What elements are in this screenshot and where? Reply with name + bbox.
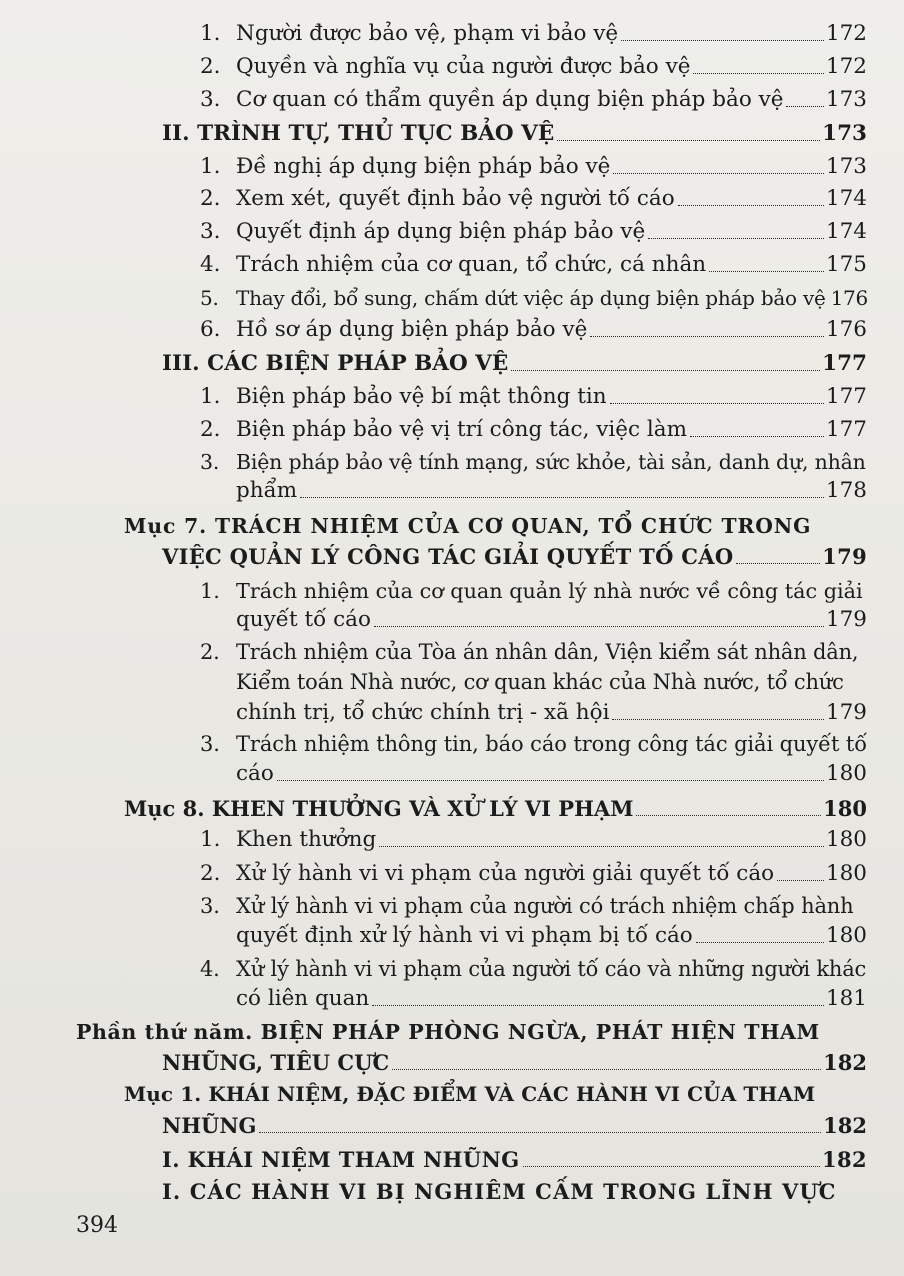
leader-dots	[610, 403, 824, 404]
toc-entry: 3. Trách nhiệm thông tin, báo cáo trong công tác giải quyết tố	[200, 732, 868, 756]
page-number: 180	[825, 861, 867, 886]
toc-heading: II. TRÌNH TỰ, THỦ TỤC BẢO VỆ 173	[162, 121, 867, 146]
toc-entry: 1. Khen thưởng 180	[200, 827, 867, 852]
leader-dots	[379, 846, 824, 847]
page-number: 173	[825, 87, 867, 112]
toc-entry: 2. Biện pháp bảo vệ vị trí công tác, việc làm 177	[200, 417, 867, 442]
leader-dots	[709, 271, 824, 272]
page-number: 180	[823, 796, 867, 821]
toc-entry: 3. Biện pháp bảo vệ tính mạng, sức khỏe, tài sản, danh dự, nhân	[200, 450, 866, 474]
page-number: 176	[830, 286, 869, 310]
leader-dots	[693, 73, 824, 74]
toc-entry-continuation: có liên quan 181	[236, 986, 867, 1011]
leader-dots	[277, 780, 824, 781]
leader-dots	[786, 106, 823, 107]
page-number: 180	[825, 923, 867, 948]
toc-entry: 1. Trách nhiệm của cơ quan quản lý nhà nước về công tác giải	[200, 579, 863, 603]
toc-entry: 1. Đề nghị áp dụng biện pháp bảo vệ 173	[200, 154, 867, 179]
toc-entry: 1. Biện pháp bảo vệ bí mật thông tin 177	[200, 384, 867, 409]
toc-entry: 1. Người được bảo vệ, phạm vi bảo vệ 172	[200, 21, 867, 46]
toc-part-heading-continuation: NHŨNG, TIÊU CỰC 182	[162, 1050, 867, 1075]
leader-dots	[372, 1005, 824, 1006]
toc-entry: 2. Quyền và nghĩa vụ của người được bảo vệ 172	[200, 54, 867, 79]
page-number: 178	[825, 478, 867, 503]
toc-entry: 3. Xử lý hành vi vi phạm của người có trách nhiệm chấp hành	[200, 894, 854, 918]
page-number: 179	[822, 544, 867, 569]
toc-entry-continuation: quyết định xử lý hành vi vi phạm bị tố cáo 180	[236, 923, 867, 948]
toc-entry-continuation: chính trị, tổ chức chính trị - xã hội 179	[236, 700, 867, 725]
leader-dots	[392, 1069, 821, 1070]
toc-heading: Mục 8. KHEN THƯỞNG VÀ XỬ LÝ VI PHẠM 180	[124, 796, 867, 821]
toc-entry-continuation: Kiểm toán Nhà nước, cơ quan khác của Nhà nước, tổ chức	[236, 670, 844, 694]
page-number: 177	[825, 417, 867, 442]
toc-entry: 5. Thay đổi, bổ sung, chấm dứt việc áp dụng biện pháp bảo vệ 176	[200, 286, 869, 310]
toc-entry: 2. Xem xét, quyết định bảo vệ người tố cáo 174	[200, 186, 867, 211]
leader-dots	[690, 436, 824, 437]
page-number: 173	[825, 154, 867, 179]
page-number: 175	[825, 252, 867, 277]
leader-dots	[374, 626, 824, 627]
toc-heading-continuation: NHŨNG 182	[162, 1113, 867, 1138]
toc-heading: I. CÁC HÀNH VI BỊ NGHIÊM CẤM TRONG LĨNH VỰC	[162, 1179, 837, 1204]
leader-dots	[300, 497, 824, 498]
page-number: 177	[825, 384, 867, 409]
page-number: 182	[821, 1147, 867, 1172]
leader-dots	[621, 40, 824, 41]
leader-dots	[612, 719, 823, 720]
leader-dots	[259, 1132, 821, 1133]
page-number: 176	[825, 317, 867, 342]
toc-heading: Mục 7. TRÁCH NHIỆM CỦA CƠ QUAN, TỔ CHỨC TRONG	[124, 514, 812, 538]
leader-dots	[590, 336, 824, 337]
leader-dots	[648, 238, 824, 239]
leader-dots	[523, 1166, 820, 1167]
page-number: 182	[823, 1050, 867, 1075]
toc-part-heading: Phần thứ năm. BIỆN PHÁP PHÒNG NGỪA, PHÁT HIỆN THAM	[76, 1020, 820, 1044]
page-number: 179	[825, 607, 867, 632]
toc-entry: 6. Hồ sơ áp dụng biện pháp bảo vệ 176	[200, 317, 867, 342]
toc-heading: III. CÁC BIỆN PHÁP BẢO VỆ 177	[162, 351, 867, 376]
page-number: 182	[823, 1113, 867, 1138]
toc-entry-continuation: quyết tố cáo 179	[236, 607, 867, 632]
toc-heading-continuation: VIỆC QUẢN LÝ CÔNG TÁC GIẢI QUYẾT TỐ CÁO 179	[162, 544, 867, 569]
page-folio: 394	[76, 1213, 118, 1238]
toc-entry: 3. Quyết định áp dụng biện pháp bảo vệ 174	[200, 219, 867, 244]
page-number: 172	[825, 54, 867, 79]
toc-entry: 4. Trách nhiệm của cơ quan, tổ chức, cá nhân 175	[200, 252, 867, 277]
leader-dots	[777, 880, 824, 881]
leader-dots	[636, 815, 821, 816]
leader-dots	[678, 205, 824, 206]
leader-dots	[557, 140, 820, 141]
leader-dots	[696, 942, 824, 943]
toc-heading: I. KHÁI NIỆM THAM NHŨNG 182	[162, 1147, 867, 1172]
page-number: 172	[825, 21, 867, 46]
toc-entry: 2. Xử lý hành vi vi phạm của người giải quyết tố cáo 180	[200, 861, 867, 886]
toc-entry: 2. Trách nhiệm của Tòa án nhân dân, Viện kiểm sát nhân dân,	[200, 640, 859, 664]
toc-heading: Mục 1. KHÁI NIỆM, ĐẶC ĐIỂM VÀ CÁC HÀNH VI CỦA THAM	[124, 1082, 816, 1106]
leader-dots	[511, 370, 820, 371]
toc-entry-continuation: phẩm 178	[236, 478, 867, 503]
leader-dots	[613, 173, 824, 174]
leader-dots	[736, 563, 820, 564]
toc-entry: 3. Cơ quan có thẩm quyền áp dụng biện pháp bảo vệ 173	[200, 87, 867, 112]
page-number: 181	[825, 986, 867, 1011]
toc-entry-continuation: cáo 180	[236, 761, 867, 786]
page-number: 177	[822, 351, 867, 376]
page-number: 174	[825, 186, 867, 211]
page-number: 180	[825, 827, 867, 852]
page-number: 180	[825, 761, 867, 786]
page-number: 173	[822, 121, 867, 146]
page-number: 179	[825, 700, 867, 725]
toc-entry: 4. Xử lý hành vi vi phạm của người tố cáo và những người khác	[200, 957, 867, 981]
page-number: 174	[825, 219, 867, 244]
